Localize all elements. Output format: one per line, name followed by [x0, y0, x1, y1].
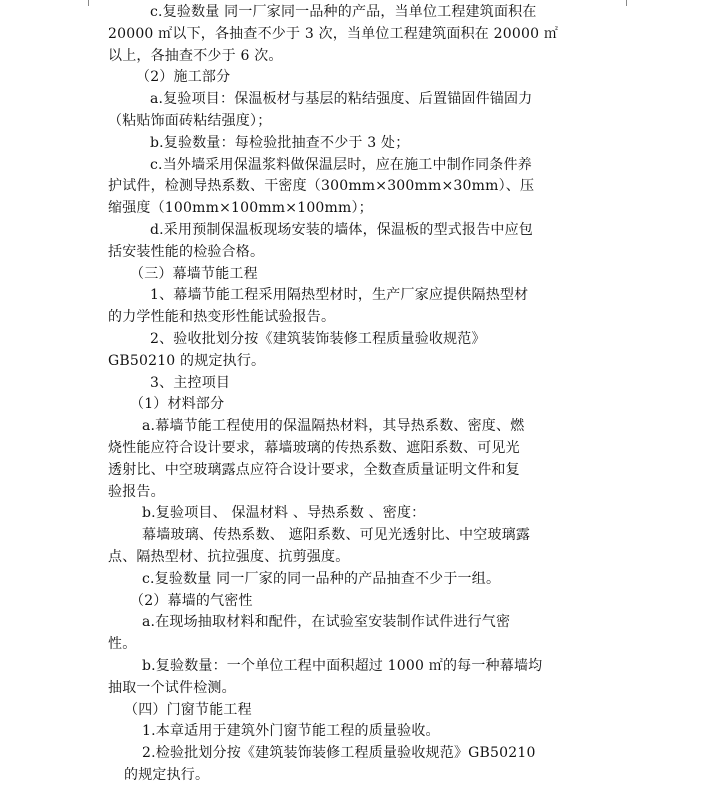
section-heading: （三）幕墙节能工程: [130, 265, 258, 282]
text-line: 的规定执行。: [124, 766, 210, 783]
section-heading: （四）门窗节能工程: [124, 701, 252, 718]
subsection-heading: （2）幕墙的气密性: [130, 592, 253, 609]
text-line: a.复验项目：保温板材与基层的粘结强度、后置锚固件锚固力: [150, 91, 533, 108]
text-line: 2.检验批划分按《建筑装饰装修工程质量验收规范》GB50210: [142, 745, 536, 762]
text-line: c.复验数量 同一厂家的同一品种的产品抽查不少于一组。: [142, 570, 501, 587]
page-corner-mark-left: [88, 0, 89, 6]
text-line: 括安装性能的检验合格。: [108, 243, 265, 260]
text-line: 透射比、中空玻璃露点应符合设计要求，全数查质量证明文件和复: [108, 461, 520, 478]
subsection-heading: （1）材料部分: [130, 396, 225, 413]
text-line: 点、隔热型材、抗拉强度、抗剪强度。: [108, 548, 350, 565]
text-line: （粘贴饰面砖粘结强度）；: [108, 112, 272, 129]
text-line: a.幕墙节能工程使用的保温隔热材料，其导热系数、密度、燃: [142, 418, 525, 435]
text-line: b.复验数量：每检验批抽查不少于 3 处；: [150, 134, 410, 151]
text-line: GB50210 的规定执行。: [108, 352, 266, 369]
text-line: 1.本章适用于建筑外门窗节能工程的质量验收。: [142, 723, 440, 740]
text-line: b.复验项目、 保温材料 、导热系数 、密度：: [142, 505, 426, 522]
text-line: a.在现场抽取材料和配件，在试验室安装制作试件进行气密: [142, 614, 511, 631]
text-line: 幕墙玻璃、传热系数、 遮阳系数、可见光透射比、中空玻璃露: [142, 527, 531, 544]
text-line: 的力学性能和热变形性能试验报告。: [108, 309, 336, 326]
text-line: 以上，各抽查不少于 6 次。: [108, 47, 283, 64]
document-body: [108, 2, 618, 787]
text-line: 性。: [108, 636, 137, 653]
text-line: 护试件，检测导热系数、干密度（300mm×300mm×30mm）、压: [108, 178, 535, 195]
text-line: b.复验数量：一个单位工程中面积超过 1000 ㎡的每一种幕墙均: [142, 657, 543, 674]
text-line: 20000 ㎡以下，各抽查不少于 3 次，当单位工程建筑面积在 20000 ㎡: [108, 25, 559, 42]
text-line: 2、验收批划分按《建筑装饰装修工程质量验收规范》: [150, 330, 486, 347]
text-line: 1、幕墙节能工程采用隔热型材时，生产厂家应提供隔热型材: [150, 287, 529, 304]
text-line: c.当外墙采用保温浆料做保温层时，应在施工中制作同条件养: [150, 156, 532, 173]
section-heading: （2）施工部分: [136, 69, 231, 86]
text-line: d.采用预制保温板现场安装的墙体，保温板的型式报告中应包: [150, 221, 534, 238]
text-line: 缩强度（100mm×100mm×100mm）；: [108, 200, 373, 217]
text-line: c.复验数量 同一厂家同一品种的产品，当单位工程建筑面积在: [150, 4, 537, 20]
page-corner-mark-right: [626, 0, 627, 6]
text-line: 验报告。: [108, 483, 165, 500]
subsection-heading: 3、主控项目: [150, 374, 231, 391]
text-line: 烧性能应符合设计要求，幕墙玻璃的传热系数、遮阳系数、可见光: [108, 439, 520, 456]
text-line: 抽取一个试件检测。: [108, 679, 236, 696]
